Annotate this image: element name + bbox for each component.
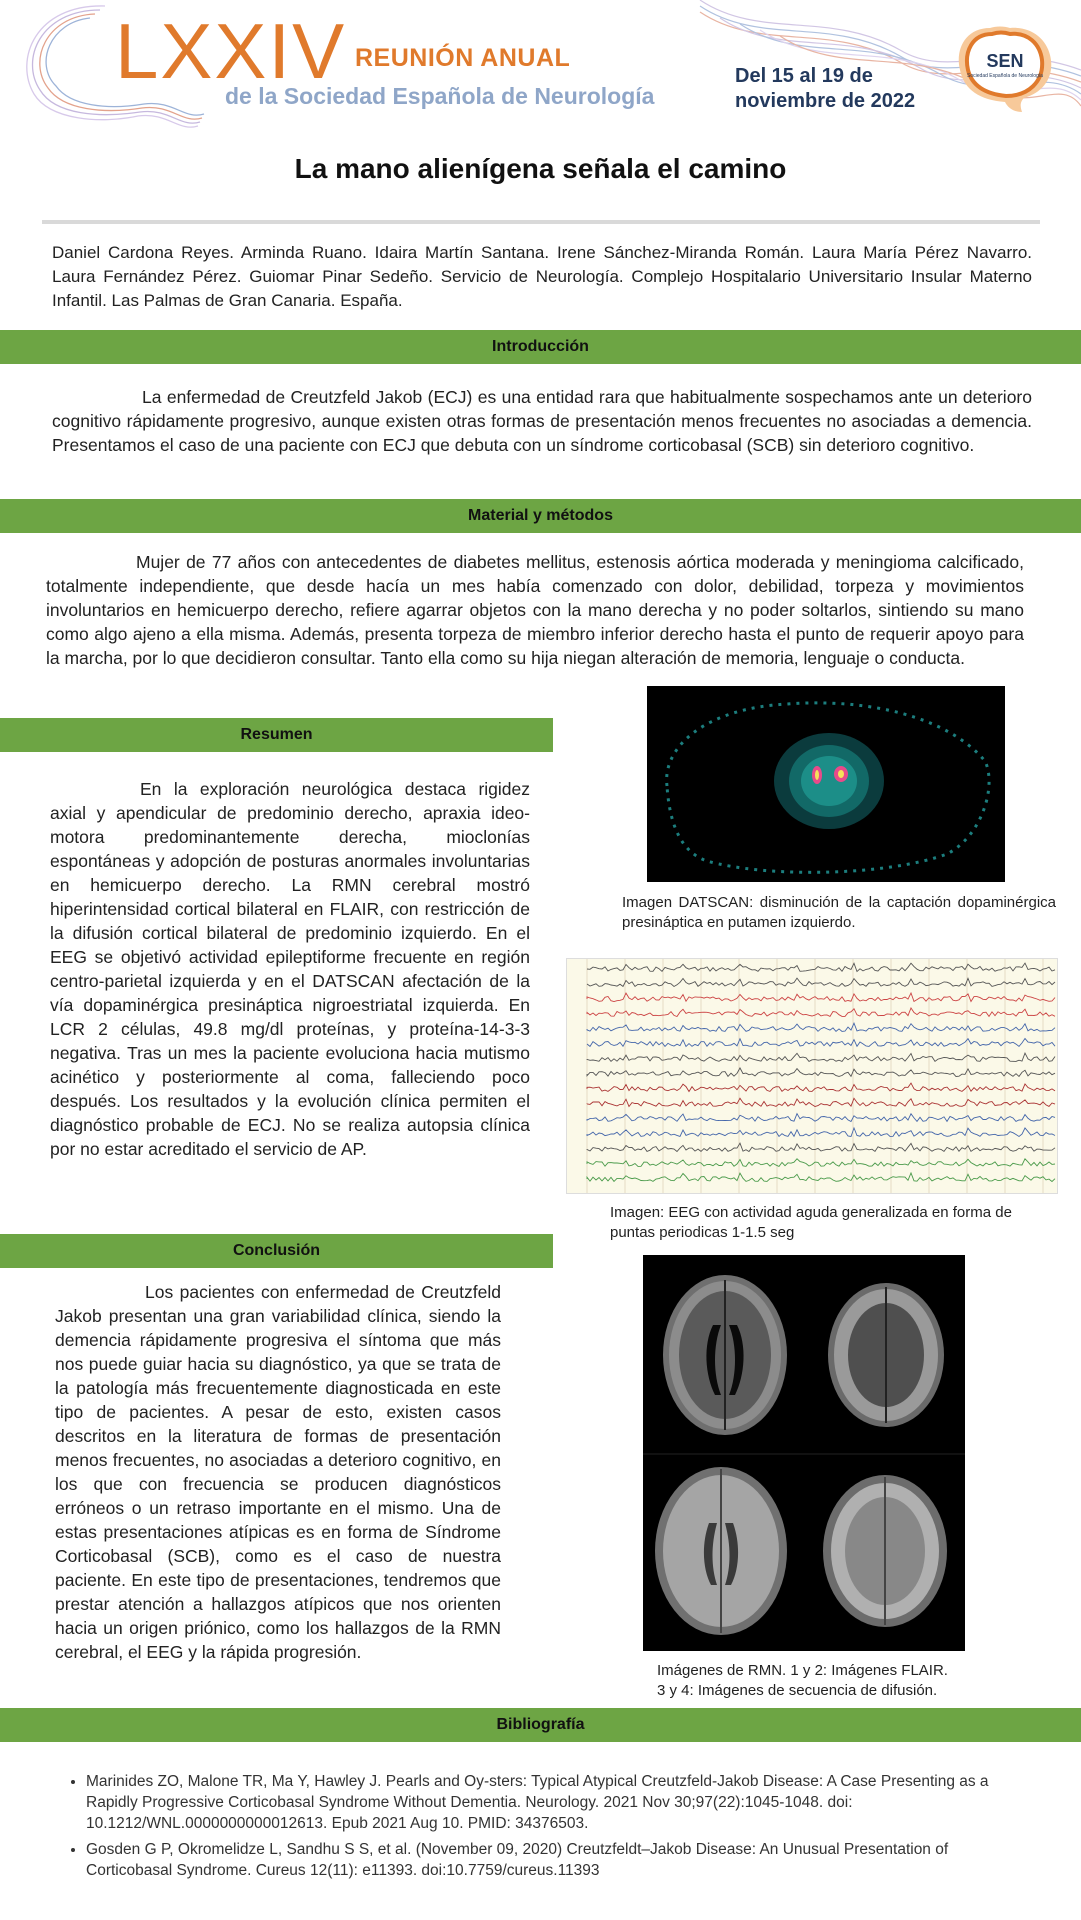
eeg-trace (587, 1068, 1055, 1077)
conference-edition: LXXIV (115, 7, 347, 95)
mri-caption-line-2: 3 y 4: Imágenes de secuencia de difusión. (657, 1682, 938, 1699)
eeg-trace (587, 1008, 1055, 1017)
eeg-trace (587, 1159, 1055, 1167)
eeg-trace (587, 1114, 1055, 1122)
eeg-trace (587, 1098, 1055, 1106)
sen-logo (950, 20, 1060, 115)
authors-affiliation: Daniel Cardona Reyes. Arminda Ruano. Idaira Martín Santana. Irene Sánchez-Miranda Román. Laura María Pérez Navarro. Laura Fernández Pérez. Guiomar Pinar Sedeño. Servicio de Neurología. Complejo Hospitalario Universitario Insular Materno Infantil. Las Palmas de Gran Canaria. España. (52, 243, 1032, 310)
eeg-caption: Imagen: EEG con actividad aguda generalizada en forma de puntas periodicas 1-1.5 seg (610, 1204, 1012, 1241)
section-heading-conclusion: Conclusión (0, 1234, 553, 1268)
reference-item: • Marinides ZO, Malone TR, Ma Y, Hawley J. Pearls and Oy-sters: Typical Atypical Creutzfeld-Jakob Disease: A Case Presenting as a Rapidly Progressive Corticobasal Syndrome Without Dementia. Neurology. 2021 Nov 30;97(22):1045-1048. doi: 10.1212/WNL.0000000000012613. Epub 2021 Aug 10. PMID: 34376503. (86, 1771, 1028, 1834)
methods-text: Mujer de 77 años con antecedentes de diabetes mellitus, estenosis aórtica moderada y meningioma calcificado, totalmente independiente, que desde hacía un mes había comenzado con dolor, debilidad, torpeza y movimientos involuntarios en hemicuerpo derecho, refiere agarrar objetos con la mano derecha y no poder soltarlos, sintiendo su mano como algo ajeno a ella misma. Además, presenta torpeza de miembro inferior derecho hasta el punto de requerir apoyo para la marcha, por lo que decidieron consultar. Tanto ella como su hija niegan alteración de memoria, lenguaje o conducta. (46, 552, 1024, 668)
summary-text: En la exploración neurológica destaca rigidez axial y apendicular de predominio derecho, apraxia ideo-motora predominantemente derecha, mioclonías espontáneas y adopción de posturas anormales involuntarias en hemicuerpo derecho. La RMN cerebral mostró hiperintensidad cortical bilateral en FLAIR, con restricción de la difusión cortical bilateral de predominio izquierdo. En el EEG se objetivó actividad epileptiforme frecuente en región centro-parietal izquierda y en el DATSCAN afectación de la vía dopaminérgica presináptica nigroestriatal izquierda. En LCR 2 células, 49.8 mg/dl proteínas, y proteína-14-3-3 negativa. Tras un mes la paciente evoluciona hacia mutismo acinético y posteriormente al coma, falleciendo poco después. Los resultados y la evolución clínica permiten el diagnóstico probable de ECJ. No se realiza autopsia clínica por no estar acreditado el servicio de AP. (50, 779, 530, 1159)
eeg-image (566, 958, 1058, 1194)
eeg-trace (587, 993, 1055, 1002)
eeg-trace (587, 1128, 1055, 1137)
conference-header (0, 0, 1081, 135)
datscan-caption: Imagen DATSCAN: disminución de la captación dopaminérgica presináptica en putamen izquierdo. (622, 894, 1056, 931)
references (50, 1771, 1028, 1886)
eeg-trace (587, 963, 1055, 971)
sen-logo-subtext: Sociedad Española de Neurología (967, 73, 1043, 79)
sen-logo-text: SEN (986, 51, 1024, 71)
conclusion-text: Los pacientes con enfermedad de Creutzfeld Jakob presentan una gran variabilidad clínica, siendo la demencia rápidamente progresiva el síntoma que más nos puede guiar hacia su diagnóstico, ya que se trata de la patología más frecuentemente diagnosticada en este tipo de pacientes. A pesar de esto, existen casos descritos en la literatura de formas de presentación menos frecuentes, no asociadas a deterioro cognitivo, en los que con frecuencia se producen diagnósticos erróneos o un retraso importante en el mismo. Una de estas presentaciones atípicas es en forma de Síndrome Corticobasal (SCB), como es el caso de nuestra paciente. En este tipo de presentaciones, tendremos que prestar atención a hallazgos atípicos que nos orienten hacia un origen priónico, como los hallazgos de la RMN cerebral, el EEG y la rápida progresión. (55, 1282, 501, 1662)
mri-image (643, 1255, 965, 1651)
conference-dates (735, 64, 975, 114)
section-heading-summary: Resumen (0, 718, 553, 752)
section-heading-methods: Material y métodos (0, 499, 1081, 533)
datscan-image (647, 686, 1005, 882)
eeg-trace (587, 1143, 1055, 1151)
conference-subtitle: de la Sociedad Española de Neurología (225, 83, 655, 109)
eeg-trace (587, 978, 1055, 986)
poster-title: La mano alienígena señala el camino (294, 153, 787, 184)
section-heading-intro: Introducción (0, 330, 1081, 364)
dates-line-2: noviembre de 2022 (735, 90, 916, 112)
section-heading-bibliography: Bibliografía (0, 1708, 1081, 1742)
title-divider (42, 220, 1040, 224)
mri-caption-line-1: Imágenes de RMN. 1 y 2: Imágenes FLAIR. (657, 1662, 948, 1679)
eeg-trace (587, 1053, 1055, 1061)
dates-line-1: Del 15 al 19 de (735, 65, 873, 87)
mri-caption (657, 1661, 1037, 1701)
conference-title: REUNIÓN ANUAL (355, 44, 571, 72)
eeg-trace (587, 1173, 1055, 1182)
eeg-trace (587, 1083, 1055, 1091)
reference-item: • Gosden G P, Okromelidze L, Sandhu S S, et al. (November 09, 2020) Creutzfeldt–Jakob Disease: An Unusual Presentation of Corticobasal Syndrome. Cureus 12(11): e11393. doi:10.7759/cureus.11393 (86, 1839, 1028, 1881)
eeg-trace (587, 1023, 1055, 1031)
eeg-trace (587, 1039, 1055, 1047)
intro-text: La enfermedad de Creutzfeld Jakob (ECJ) es una entidad rara que habitualmente sospechamos ante un deterioro cognitivo rápidamente progresivo, aunque existen otras formas de presentación menos frecuentes no asociadas a demencia. Presentamos el caso de una paciente con ECJ que debuta con un síndrome corticobasal (SCB) sin deterioro cognitivo. (52, 387, 1032, 455)
